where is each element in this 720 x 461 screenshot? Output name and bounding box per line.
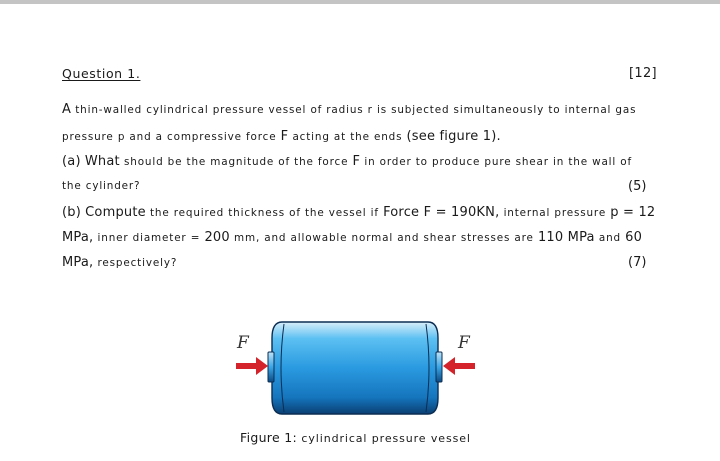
right-force-arrow [443,357,475,375]
part-b-pressure-unit: MPa, [62,230,94,245]
part-a-line-1 [62,154,632,169]
right-end-plate [436,352,442,382]
part-b-diameter-value: 200 [204,230,230,245]
figure-caption-label: Figure 1: [240,430,298,445]
part-b-marks: (7) [628,255,647,270]
vessel-body [272,322,438,414]
question-title: Question 1. [62,66,141,81]
intro-line-1-start: A [62,102,72,117]
part-b-pressure-value: p = 12 [610,205,656,220]
part-b-stress-text: mm, and allowable normal and shear stresses are [234,232,534,244]
part-b-compute: Compute [85,205,146,220]
part-a-marks: (5) [628,179,647,194]
part-a-text-end: in order to produce pure shear in the wall of [364,156,633,168]
intro-figure-ref: (see figure 1). [406,129,501,144]
intro-force-symbol: F [280,129,289,144]
part-b-shear-stress: 60 [625,230,643,245]
part-b-line-1 [62,205,655,220]
part-b-and: and [598,232,621,244]
part-a-label: (a) [62,154,81,169]
part-a-question-end: the cylinder? [62,180,141,192]
part-b-respectively: respectively? [97,257,178,269]
part-a-force-symbol: F [352,154,361,169]
part-b-force-value: Force F = 190KN, [383,205,500,220]
pressure-vessel-figure [232,318,482,418]
intro-line-2-text: pressure p and a compressive force [62,131,277,143]
left-force-arrow [236,357,268,375]
intro-line-1 [62,102,636,117]
part-a-what: What [84,154,120,169]
question-marks: [12] [629,66,657,81]
part-b-line-3 [62,255,177,270]
part-b-label: (b) [62,205,81,220]
left-end-plate [268,352,274,382]
figure-caption-text: cylindrical pressure vessel [301,432,471,445]
left-force-label: F [237,333,249,353]
right-force-label: F [458,333,470,353]
part-a-text: should be the magnitude of the force [124,156,349,168]
figure-caption [240,430,471,445]
part-b-normal-stress: 110 MPa [537,230,595,245]
top-border [0,0,720,4]
part-b-line-2 [62,230,642,245]
intro-line-2-middle: acting at the ends [292,131,403,143]
part-b-pressure-label: internal pressure [503,207,607,219]
part-b-diameter-label: inner diameter = [97,232,201,244]
part-b-text: the required thickness of the vessel if [150,207,379,219]
part-b-shear-unit: MPa, [62,255,94,270]
intro-line-1-text: thin-walled cylindrical pressure vessel of radius r is subjected simultaneously to internal gas [75,104,637,116]
part-a-line-2 [62,180,140,192]
intro-line-2 [62,129,501,144]
